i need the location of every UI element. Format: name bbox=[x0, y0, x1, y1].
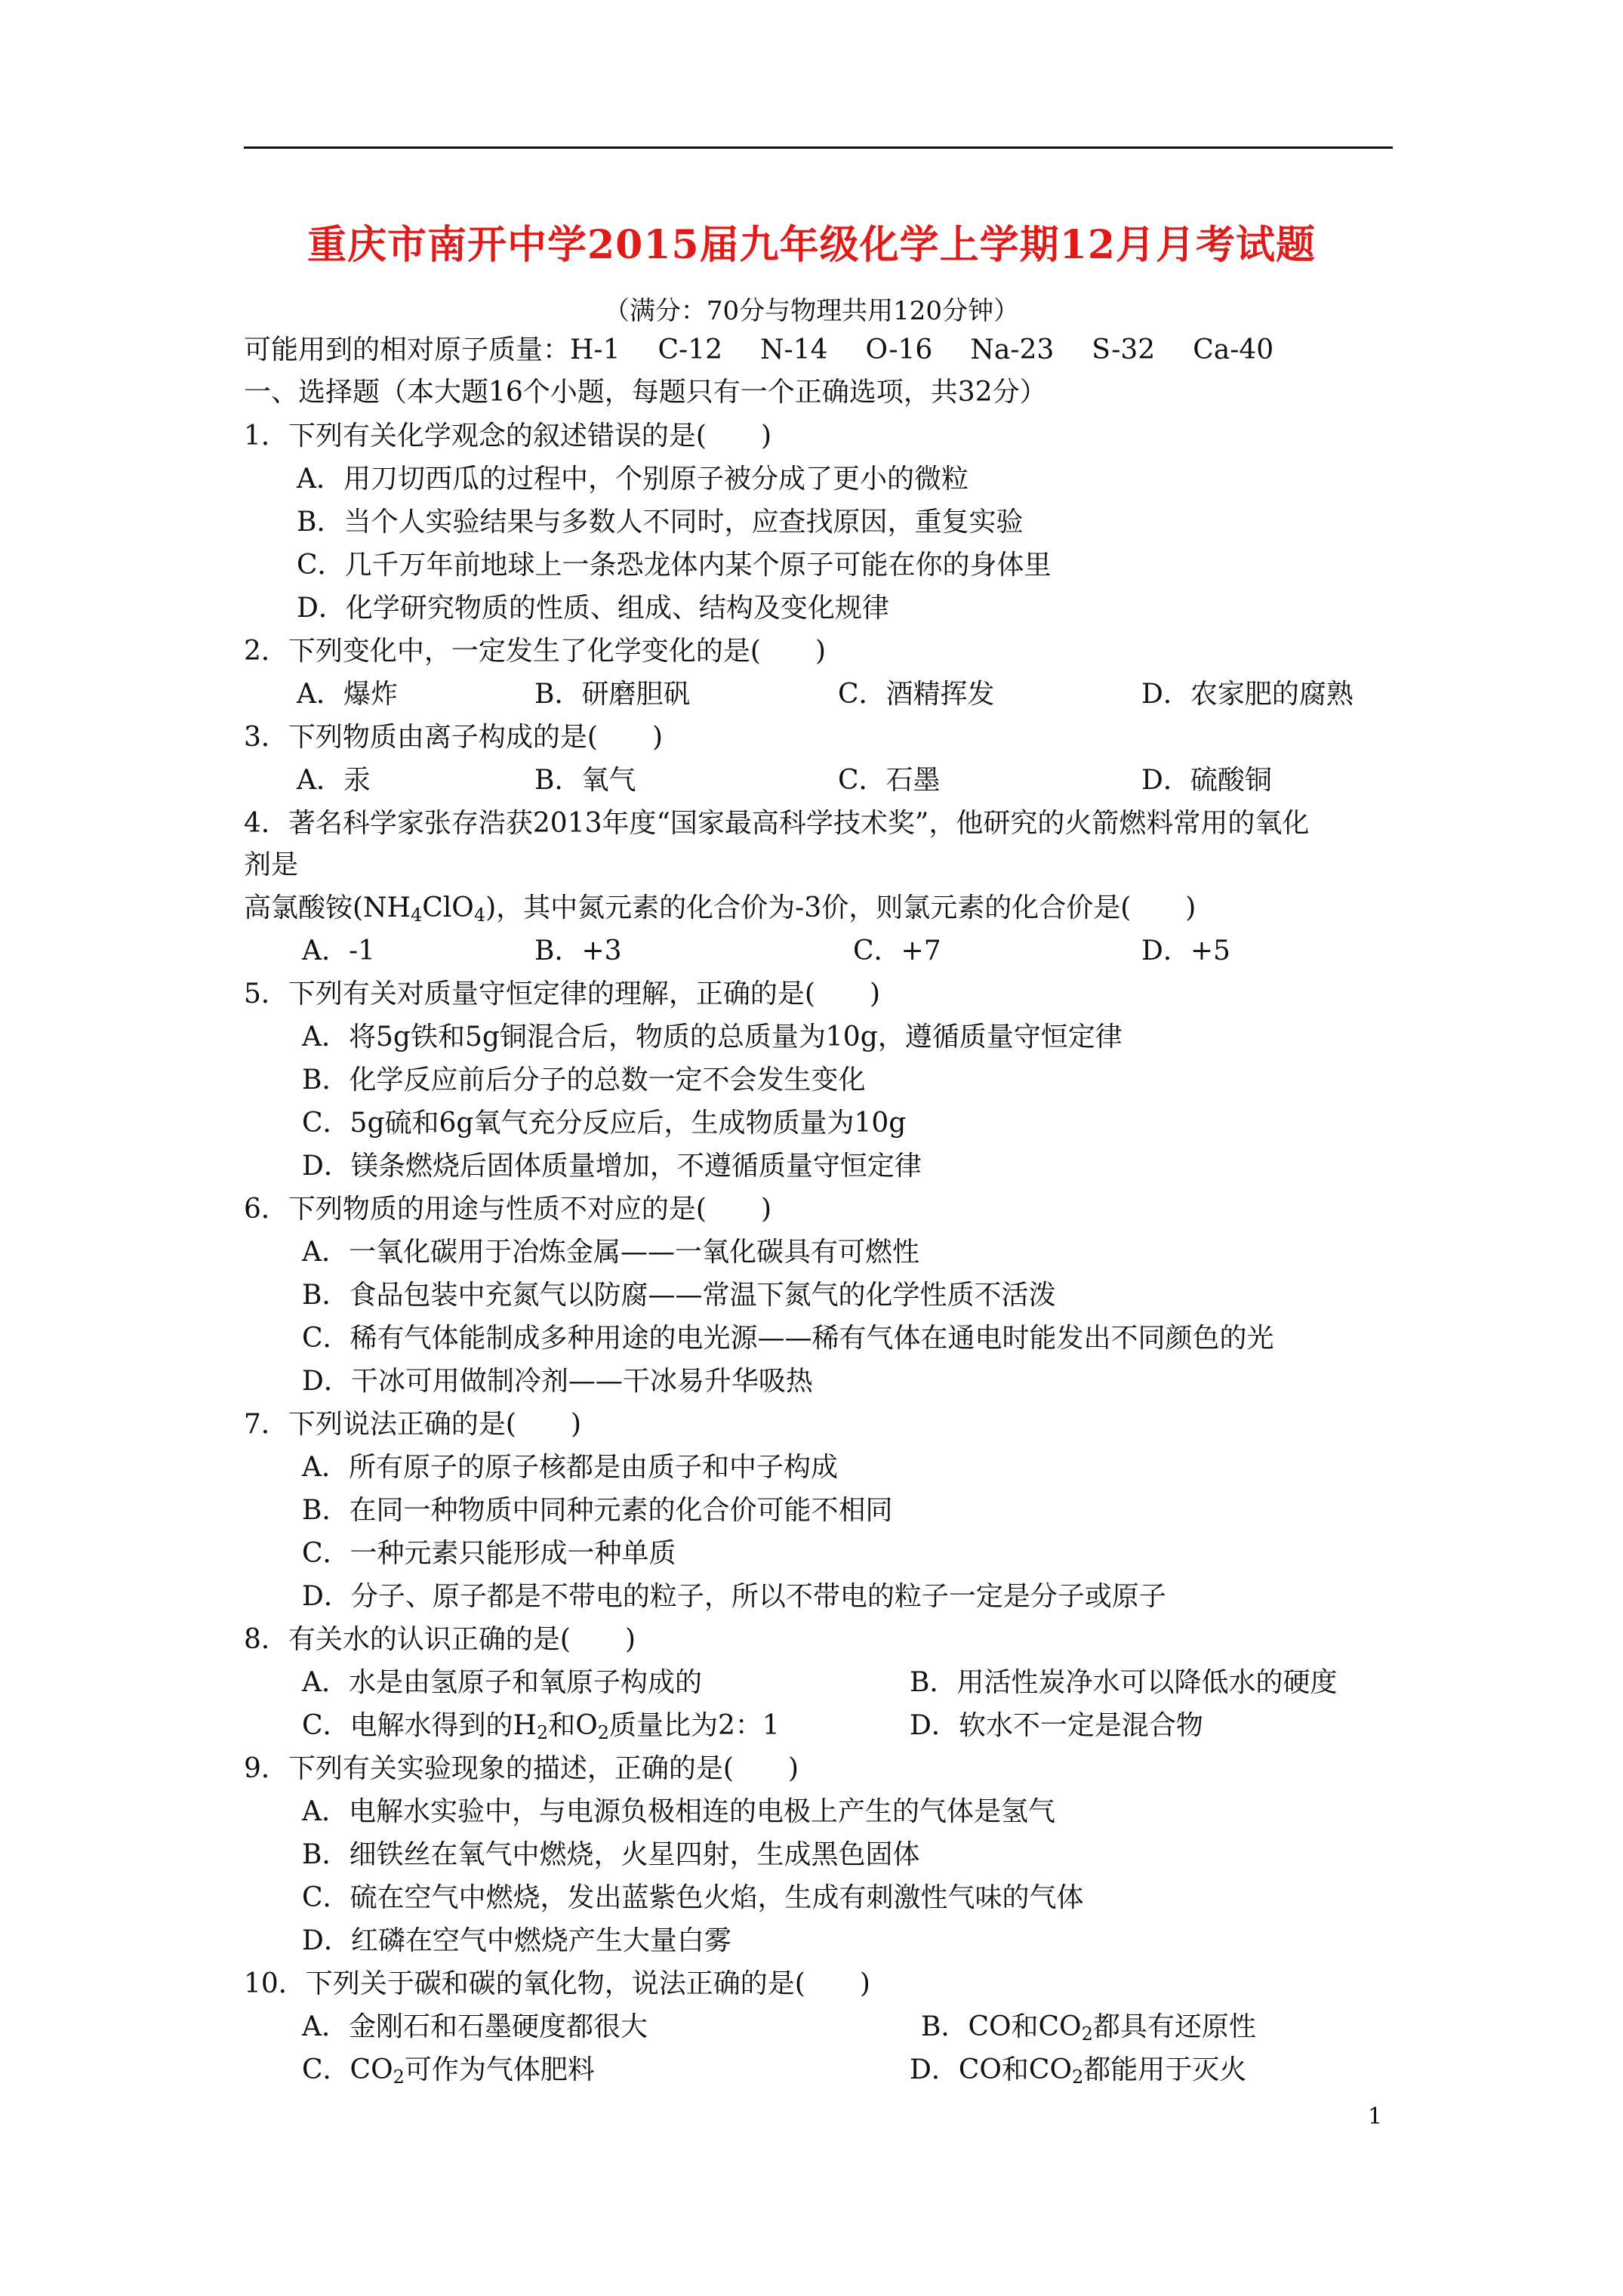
question-6-option-b: B．食品包装中充氮气以防腐——常温下氮气的化学性质不活泼 bbox=[302, 1280, 1056, 1311]
question-10-option-b bbox=[921, 2011, 1256, 2044]
question-10-option-a: A．金刚石和石墨硬度都很大 bbox=[302, 2011, 648, 2042]
question-1-option-a: A．用刀切西瓜的过程中，个别原子被分成了更小的微粒 bbox=[297, 464, 969, 495]
question-7-option-a: A．所有原子的原子核都是由质子和中子构成 bbox=[302, 1452, 838, 1483]
question-3-option-d: D．硫酸铜 bbox=[1141, 765, 1272, 796]
question-2-option-b: B．研磨胆矾 bbox=[534, 679, 691, 710]
question-9-option-a: A．电解水实验中，与电源负极相连的电极上产生的气体是氢气 bbox=[302, 1796, 1055, 1827]
question-4-option-b: B．+3 bbox=[534, 935, 622, 966]
atomic-mass-item: S-32 bbox=[1092, 334, 1156, 365]
question-8-option-a: A．水是由氢原子和氧原子构成的 bbox=[302, 1667, 702, 1698]
question-9-stem: 9．下列有关实验现象的描述，正确的是( ) bbox=[244, 1753, 799, 1784]
header-rule bbox=[244, 146, 1393, 149]
question-3-option-b: B．氧气 bbox=[534, 765, 636, 796]
question-5-option-a: A．将5g铁和5g铜混合后，物质的总质量为10g，遵循质量守恒定律 bbox=[302, 1022, 1123, 1052]
question-4-option-a: A．-1 bbox=[302, 935, 376, 966]
q4-text-pre: 高氯酸铵(NH bbox=[244, 892, 411, 923]
q10-b-subscript: 2 bbox=[1081, 2023, 1093, 2045]
atomic-masses-label: 可能用到的相对原子质量： bbox=[244, 334, 571, 365]
q4-text-mid: ClO bbox=[422, 892, 474, 923]
q10-d-subscript: 2 bbox=[1071, 2066, 1084, 2088]
question-4-stem-line-1: 4．著名科学家张存浩获2013年度“国家最高科学技术奖”，他研究的火箭燃料常用的氧化 bbox=[244, 808, 1310, 839]
question-6-stem: 6．下列物质的用途与性质不对应的是( ) bbox=[244, 1194, 771, 1225]
question-7-stem: 7．下列说法正确的是( ) bbox=[244, 1409, 581, 1440]
question-5-option-d: D．镁条燃烧后固体质量增加，不遵循质量守恒定律 bbox=[302, 1151, 922, 1182]
section-heading: 一、选择题（本大题16个小题，每题只有一个正确选项，共32分） bbox=[244, 377, 1047, 408]
question-4-option-c: C．+7 bbox=[853, 935, 941, 966]
question-2-option-d: D．农家肥的腐熟 bbox=[1141, 679, 1354, 710]
question-2-stem: 2．下列变化中，一定发生了化学变化的是( ) bbox=[244, 636, 826, 667]
q4-text-post: )，其中氮元素的化合价为-3价，则氯元素的化合价是( ) bbox=[485, 892, 1196, 923]
question-5-stem: 5．下列有关对质量守恒定律的理解，正确的是( ) bbox=[244, 978, 880, 1009]
q10-b-post: 都具有还原性 bbox=[1092, 2011, 1256, 2042]
question-7-option-c: C．一种元素只能形成一种单质 bbox=[302, 1538, 676, 1569]
question-5-option-c: C．5g硫和6g氧气充分反应后，生成物质量为10g bbox=[302, 1108, 907, 1139]
question-3-option-a: A．汞 bbox=[297, 765, 371, 796]
q8-c-pre: C．电解水得到的H bbox=[302, 1710, 537, 1741]
q8-c-mid: 和O bbox=[548, 1710, 598, 1741]
q10-c-post: 可作为气体肥料 bbox=[404, 2054, 595, 2085]
question-6-option-a: A．一氧化碳用于冶炼金属——一氧化碳具有可燃性 bbox=[302, 1237, 919, 1268]
question-10-option-c bbox=[302, 2054, 595, 2087]
q8-c-post: 质量比为2：1 bbox=[609, 1710, 780, 1741]
atomic-mass-item: Ca-40 bbox=[1193, 334, 1274, 365]
exam-subtitle: （满分：70分与物理共用120分钟） bbox=[603, 296, 1020, 326]
page-number: 1 bbox=[1368, 2103, 1383, 2130]
question-4-option-d: D．+5 bbox=[1141, 935, 1230, 966]
question-2-option-c: C．酒精挥发 bbox=[838, 679, 995, 710]
question-8-option-d: D．软水不一定是混合物 bbox=[910, 1710, 1203, 1741]
q8-c-subscript: 2 bbox=[536, 1722, 549, 1743]
q10-c-pre: C．CO bbox=[302, 2054, 393, 2085]
question-10-option-d bbox=[910, 2054, 1246, 2087]
question-9-option-b: B．细铁丝在氧气中燃烧，火星四射，生成黑色固体 bbox=[302, 1839, 920, 1870]
question-1-option-d: D．化学研究物质的性质、组成、结构及变化规律 bbox=[297, 593, 889, 624]
atomic-mass-item: N-14 bbox=[760, 334, 828, 365]
question-6-option-d: D．干冰可用做制冷剂——干冰易升华吸热 bbox=[302, 1366, 813, 1397]
atomic-mass-item: H-1 bbox=[570, 334, 621, 365]
question-8-option-b: B．用活性炭净水可以降低水的硬度 bbox=[910, 1667, 1338, 1698]
exam-title: 重庆市南开中学2015届九年级化学上学期12月月考试题 bbox=[306, 222, 1317, 268]
q4-subscript: 4 bbox=[473, 905, 486, 926]
atomic-masses bbox=[244, 334, 1273, 367]
q10-d-post: 都能用于灭火 bbox=[1083, 2054, 1247, 2085]
question-3-stem: 3．下列物质由离子构成的是( ) bbox=[244, 722, 663, 753]
question-7-option-d: D．分子、原子都是不带电的粒子，所以不带电的粒子一定是分子或原子 bbox=[302, 1581, 1166, 1612]
q10-b-pre: B．CO和CO bbox=[921, 2011, 1082, 2042]
question-7-option-b: B．在同一种物质中同种元素的化合价可能不相同 bbox=[302, 1495, 893, 1526]
atomic-mass-item: O-16 bbox=[865, 334, 933, 365]
question-2-option-a: A．爆炸 bbox=[297, 679, 398, 710]
q4-subscript: 4 bbox=[410, 905, 423, 926]
atomic-mass-item: Na-23 bbox=[970, 334, 1055, 365]
question-4-stem-line-3 bbox=[244, 892, 1196, 925]
question-9-option-c: C．硫在空气中燃烧，发出蓝紫色火焰，生成有刺激性气味的气体 bbox=[302, 1882, 1084, 1913]
question-6-option-c: C．稀有气体能制成多种用途的电光源——稀有气体在通电时能发出不同颜色的光 bbox=[302, 1323, 1274, 1354]
q10-d-pre: D．CO和CO bbox=[910, 2054, 1072, 2085]
question-5-option-b: B．化学反应前后分子的总数一定不会发生变化 bbox=[302, 1065, 866, 1096]
atomic-mass-item: C-12 bbox=[658, 334, 723, 365]
question-1-option-b: B．当个人实验结果与多数人不同时，应查找原因，重复实验 bbox=[297, 507, 1024, 538]
question-10-stem: 10．下列关于碳和碳的氧化物，说法正确的是( ) bbox=[244, 1968, 870, 1999]
question-4-stem-line-2: 剂是 bbox=[244, 849, 299, 880]
question-1-option-c: C．几千万年前地球上一条恐龙体内某个原子可能在你的身体里 bbox=[297, 550, 1052, 581]
q8-c-subscript: 2 bbox=[597, 1722, 610, 1743]
question-3-option-c: C．石墨 bbox=[838, 765, 941, 796]
question-8-option-c bbox=[302, 1709, 780, 1743]
question-1-stem: 1．下列有关化学观念的叙述错误的是( ) bbox=[244, 421, 771, 451]
question-8-stem: 8．有关水的认识正确的是( ) bbox=[244, 1624, 636, 1655]
q10-c-subscript: 2 bbox=[393, 2066, 405, 2088]
question-9-option-d: D．红磷在空气中燃烧产生大量白雾 bbox=[302, 1925, 731, 1956]
